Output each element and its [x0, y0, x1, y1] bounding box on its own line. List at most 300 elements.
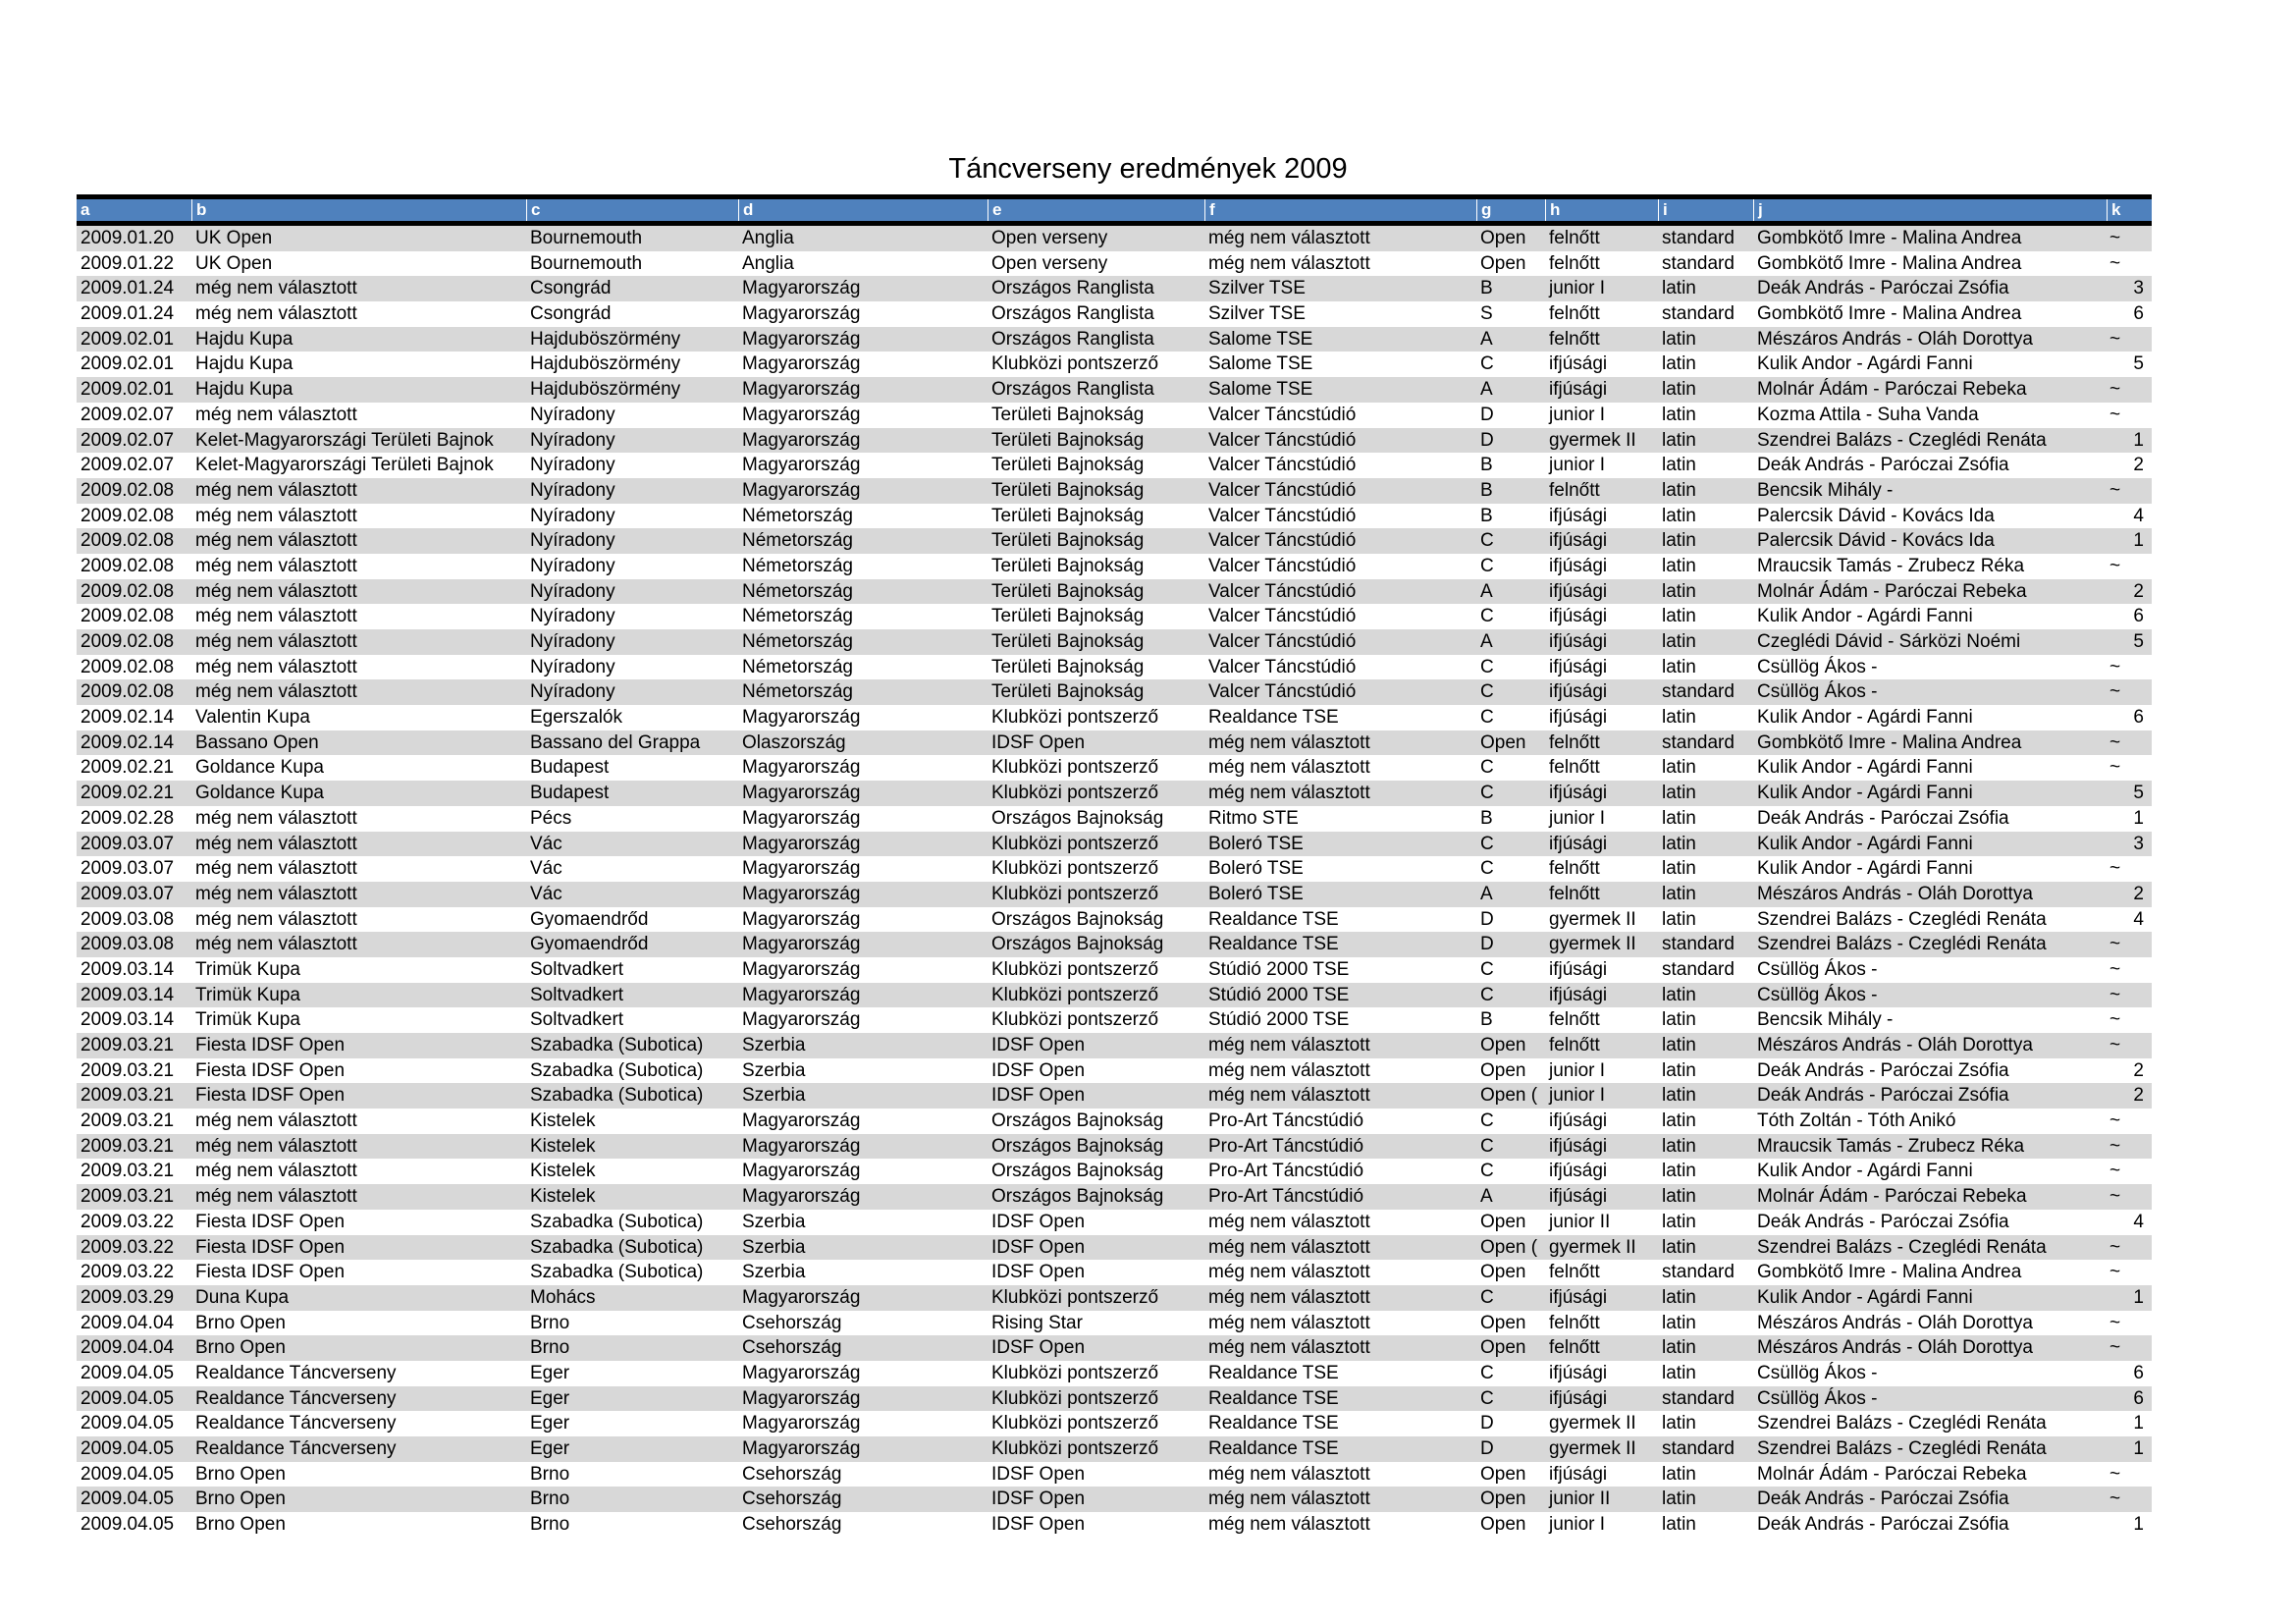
cell-a: 2009.03.21 — [80, 1186, 175, 1208]
cell-d: Magyarország — [742, 1135, 861, 1157]
cell-g: B — [1480, 1009, 1493, 1031]
cell-b: még nem választott — [195, 1161, 357, 1182]
cell-h: junior II — [1549, 1211, 1611, 1232]
cell-a: 2009.02.08 — [80, 479, 175, 501]
table-row — [77, 453, 2152, 478]
cell-k: ~ — [2109, 1110, 2121, 1132]
cell-h: junior I — [1549, 278, 1606, 299]
table-row — [77, 957, 2152, 983]
cell-g: B — [1480, 278, 1493, 299]
cell-j: Szendrei Balázs - Czeglédi Renáta — [1757, 908, 2047, 930]
cell-k: 6 — [2133, 707, 2144, 729]
cell-j: Deák András - Paróczai Zsófia — [1757, 1211, 2009, 1232]
cell-e: Országos Bajnokság — [991, 807, 1164, 829]
cell-e: Országos Ranglista — [991, 328, 1154, 350]
cell-b: Realdance Táncverseny — [195, 1438, 397, 1459]
cell-g: C — [1480, 858, 1494, 880]
cell-i: latin — [1662, 1110, 1696, 1132]
cell-e: Klubközi pontszerző — [991, 353, 1159, 375]
cell-k: 2 — [2133, 455, 2144, 476]
cell-e: Klubközi pontszerző — [991, 1009, 1159, 1031]
cell-h: gyermek II — [1549, 934, 1636, 955]
cell-c: Nyíradony — [530, 555, 615, 576]
cell-j: Bencsik Mihály - — [1757, 479, 1894, 501]
cell-k: ~ — [2109, 984, 2121, 1005]
cell-a: 2009.02.08 — [80, 606, 175, 627]
cell-e: IDSF Open — [991, 731, 1086, 753]
cell-c: Bassano del Grappa — [530, 731, 701, 753]
cell-g: Open — [1480, 228, 1526, 248]
table-row — [77, 781, 2152, 806]
cell-b: még nem választott — [195, 505, 357, 526]
cell-a: 2009.02.21 — [80, 757, 175, 779]
cell-g: Open — [1480, 1488, 1526, 1510]
table-row — [77, 1235, 2152, 1261]
cell-h: ifjúsági — [1549, 1362, 1608, 1383]
cell-g: Open — [1480, 252, 1526, 274]
cell-k: ~ — [2109, 328, 2121, 350]
cell-g: B — [1480, 455, 1493, 476]
cell-d: Magyarország — [742, 807, 861, 829]
cell-g: Open — [1480, 1337, 1526, 1359]
cell-c: Nyíradony — [530, 530, 615, 552]
cell-e: Területi Bajnokság — [991, 455, 1145, 476]
cell-e: Területi Bajnokság — [991, 656, 1145, 677]
cell-b: még nem választott — [195, 908, 357, 930]
table-row — [77, 428, 2152, 454]
cell-f: Valcer Táncstúdió — [1208, 530, 1357, 552]
cell-h: ifjúsági — [1549, 1110, 1608, 1132]
cell-e: IDSF Open — [991, 1211, 1086, 1232]
cell-c: Eger — [530, 1362, 570, 1383]
cell-h: felnőtt — [1549, 858, 1600, 880]
cell-a: 2009.03.21 — [80, 1135, 175, 1157]
table-row — [77, 983, 2152, 1008]
cell-d: Magyarország — [742, 958, 861, 980]
cell-c: Csongrád — [530, 303, 612, 325]
cell-h: felnőtt — [1549, 883, 1600, 904]
cell-a: 2009.03.21 — [80, 1085, 175, 1107]
cell-k: 5 — [2133, 353, 2144, 375]
cell-f: Szilver TSE — [1208, 278, 1306, 299]
cell-g: C — [1480, 606, 1494, 627]
cell-d: Magyarország — [742, 278, 861, 299]
cell-g: B — [1480, 479, 1493, 501]
cell-i: latin — [1662, 353, 1696, 375]
cell-h: ifjúsági — [1549, 1161, 1608, 1182]
cell-f: Valcer Táncstúdió — [1208, 429, 1357, 451]
table-row — [77, 528, 2152, 554]
cell-h: gyermek II — [1549, 908, 1636, 930]
cell-f: Boleró TSE — [1208, 883, 1304, 904]
cell-h: ifjúsági — [1549, 379, 1608, 401]
cell-c: Nyíradony — [530, 505, 615, 526]
cell-d: Olaszország — [742, 731, 846, 753]
cell-b: Trimük Kupa — [195, 984, 300, 1005]
cell-j: Mraucsik Tamás - Zrubecz Réka — [1757, 555, 2025, 576]
cell-h: ifjúsági — [1549, 833, 1608, 854]
cell-i: standard — [1662, 731, 1735, 753]
cell-g: S — [1480, 303, 1493, 325]
cell-a: 2009.04.05 — [80, 1438, 175, 1459]
cell-c: Vác — [530, 858, 562, 880]
cell-h: junior I — [1549, 1514, 1606, 1536]
cell-d: Németország — [742, 530, 853, 552]
cell-c: Nyíradony — [530, 656, 615, 677]
cell-f: Stúdió 2000 TSE — [1208, 958, 1350, 980]
cell-e: Területi Bajnokság — [991, 479, 1145, 501]
cell-i: latin — [1662, 606, 1696, 627]
cell-k: ~ — [2109, 252, 2121, 274]
cell-e: Országos Ranglista — [991, 379, 1154, 401]
cell-k: ~ — [2109, 681, 2121, 703]
cell-k: 1 — [2133, 530, 2144, 552]
table-row — [77, 1335, 2152, 1361]
cell-f: Pro-Art Táncstúdió — [1208, 1135, 1364, 1157]
cell-a: 2009.04.05 — [80, 1387, 175, 1409]
cell-g: C — [1480, 783, 1494, 804]
cell-c: Szabadka (Subotica) — [530, 1059, 704, 1081]
cell-b: Goldance Kupa — [195, 757, 324, 779]
cell-d: Szerbia — [742, 1211, 806, 1232]
cell-f: még nem választott — [1208, 731, 1370, 753]
cell-e: Területi Bajnokság — [991, 505, 1145, 526]
cell-c: Hajduböszörmény — [530, 328, 681, 350]
cell-c: Eger — [530, 1387, 570, 1409]
cell-h: junior I — [1549, 1085, 1606, 1107]
cell-c: Eger — [530, 1413, 570, 1434]
cell-h: ifjúsági — [1549, 631, 1608, 652]
cell-g: C — [1480, 656, 1494, 677]
cell-k: ~ — [2109, 479, 2121, 501]
cell-j: Kulik Andor - Agárdi Fanni — [1757, 1286, 1973, 1308]
cell-f: még nem választott — [1208, 1337, 1370, 1359]
table-row — [77, 1033, 2152, 1058]
cell-e: IDSF Open — [991, 1262, 1086, 1283]
cell-h: felnőtt — [1549, 328, 1600, 350]
cell-k: 6 — [2133, 1387, 2144, 1409]
cell-j: Gombkötő Imre - Malina Andrea — [1757, 303, 2022, 325]
cell-i: latin — [1662, 631, 1696, 652]
cell-j: Kulik Andor - Agárdi Fanni — [1757, 606, 1973, 627]
table-row — [77, 806, 2152, 832]
cell-j: Deák András - Paróczai Zsófia — [1757, 1514, 2009, 1536]
page-title: Táncverseny eredmények 2009 — [948, 153, 1348, 185]
cell-b: Fiesta IDSF Open — [195, 1262, 346, 1283]
cell-f: még nem választott — [1208, 1463, 1370, 1485]
cell-j: Kulik Andor - Agárdi Fanni — [1757, 757, 1973, 779]
cell-f: Realdance TSE — [1208, 1387, 1339, 1409]
cell-b: Fiesta IDSF Open — [195, 1035, 346, 1055]
cell-f: Realdance TSE — [1208, 934, 1339, 955]
cell-e: Országos Bajnokság — [991, 908, 1164, 930]
cell-f: Salome TSE — [1208, 328, 1313, 350]
cell-d: Magyarország — [742, 833, 861, 854]
column-header-c: c — [526, 199, 738, 221]
cell-a: 2009.03.21 — [80, 1161, 175, 1182]
cell-k: 1 — [2133, 1286, 2144, 1308]
table-row — [77, 226, 2152, 251]
cell-j: Mészáros András - Oláh Dorottya — [1757, 1035, 2033, 1055]
cell-f: Valcer Táncstúdió — [1208, 681, 1357, 703]
cell-e: Országos Bajnokság — [991, 1110, 1164, 1132]
cell-a: 2009.03.08 — [80, 908, 175, 930]
cell-j: Kulik Andor - Agárdi Fanni — [1757, 353, 1973, 375]
cell-a: 2009.01.24 — [80, 303, 175, 325]
cell-g: Open — [1480, 1312, 1526, 1333]
cell-c: Szabadka (Subotica) — [530, 1035, 704, 1055]
cell-f: Realdance TSE — [1208, 1362, 1339, 1383]
cell-k: 6 — [2133, 606, 2144, 627]
cell-a: 2009.03.29 — [80, 1286, 175, 1308]
cell-d: Magyarország — [742, 934, 861, 955]
cell-g: C — [1480, 1362, 1494, 1383]
cell-b: Brno Open — [195, 1312, 286, 1333]
cell-j: Csüllög Ákos - — [1757, 681, 1878, 703]
cell-e: Klubközi pontszerző — [991, 984, 1159, 1005]
cell-i: latin — [1662, 1135, 1696, 1157]
cell-g: Open — [1480, 1514, 1526, 1536]
cell-i: latin — [1662, 984, 1696, 1005]
cell-f: Realdance TSE — [1208, 707, 1339, 729]
cell-g: Open — [1480, 1035, 1526, 1055]
cell-f: Valcer Táncstúdió — [1208, 505, 1357, 526]
cell-k: 2 — [2133, 1085, 2144, 1107]
cell-g: C — [1480, 1135, 1494, 1157]
cell-c: Nyíradony — [530, 631, 615, 652]
cell-j: Csüllög Ákos - — [1757, 984, 1878, 1005]
cell-a: 2009.03.07 — [80, 858, 175, 880]
cell-a: 2009.03.22 — [80, 1262, 175, 1283]
column-header-f: f — [1204, 199, 1476, 221]
cell-h: felnőtt — [1549, 1337, 1600, 1359]
cell-g: C — [1480, 1387, 1494, 1409]
cell-j: Csüllög Ákos - — [1757, 656, 1878, 677]
cell-k: 3 — [2133, 833, 2144, 854]
cell-i: latin — [1662, 1009, 1696, 1031]
cell-b: még nem választott — [195, 883, 357, 904]
column-header-h: h — [1545, 199, 1658, 221]
cell-g: D — [1480, 934, 1494, 955]
cell-f: Realdance TSE — [1208, 1413, 1339, 1434]
table-row — [77, 554, 2152, 579]
cell-i: latin — [1662, 1035, 1696, 1055]
cell-h: ifjúsági — [1549, 505, 1608, 526]
cell-a: 2009.03.08 — [80, 934, 175, 955]
table-row — [77, 1512, 2152, 1538]
cell-c: Nyíradony — [530, 479, 615, 501]
cell-h: felnőtt — [1549, 303, 1600, 325]
cell-a: 2009.02.07 — [80, 455, 175, 476]
table-row — [77, 679, 2152, 705]
cell-f: Salome TSE — [1208, 353, 1313, 375]
cell-d: Magyarország — [742, 1161, 861, 1182]
cell-i: latin — [1662, 833, 1696, 854]
cell-f: még nem választott — [1208, 1286, 1370, 1308]
cell-g: B — [1480, 807, 1493, 829]
cell-i: latin — [1662, 1312, 1696, 1333]
cell-j: Mészáros András - Oláh Dorottya — [1757, 1337, 2033, 1359]
cell-c: Brno — [530, 1312, 570, 1333]
cell-g: Open ( — [1480, 1236, 1538, 1258]
cell-h: felnőtt — [1549, 1009, 1600, 1031]
cell-c: Kistelek — [530, 1186, 596, 1208]
cell-e: Klubközi pontszerző — [991, 1438, 1159, 1459]
cell-g: A — [1480, 1186, 1493, 1208]
cell-e: Országos Bajnokság — [991, 1186, 1164, 1208]
cell-b: Goldance Kupa — [195, 783, 324, 804]
cell-k: 1 — [2133, 429, 2144, 451]
cell-h: felnőtt — [1549, 1035, 1600, 1055]
cell-e: IDSF Open — [991, 1236, 1086, 1258]
cell-d: Németország — [742, 555, 853, 576]
cell-i: latin — [1662, 379, 1696, 401]
cell-i: latin — [1662, 530, 1696, 552]
table-row — [77, 1134, 2152, 1160]
cell-d: Németország — [742, 505, 853, 526]
cell-a: 2009.02.28 — [80, 807, 175, 829]
cell-b: még nem választott — [195, 479, 357, 501]
cell-e: Országos Bajnokság — [991, 1135, 1164, 1157]
cell-i: standard — [1662, 934, 1735, 955]
cell-e: IDSF Open — [991, 1463, 1086, 1485]
cell-k: 1 — [2133, 1413, 2144, 1434]
table-row — [77, 327, 2152, 352]
cell-i: latin — [1662, 656, 1696, 677]
table-row — [77, 377, 2152, 403]
cell-d: Magyarország — [742, 379, 861, 401]
cell-i: latin — [1662, 505, 1696, 526]
cell-e: Területi Bajnokság — [991, 631, 1145, 652]
cell-f: Realdance TSE — [1208, 908, 1339, 930]
cell-b: Trimük Kupa — [195, 1009, 300, 1031]
cell-a: 2009.04.05 — [80, 1463, 175, 1485]
table-row — [77, 276, 2152, 301]
table-row — [77, 604, 2152, 629]
cell-h: ifjúsági — [1549, 681, 1608, 703]
cell-h: felnőtt — [1549, 252, 1600, 274]
cell-a: 2009.02.08 — [80, 631, 175, 652]
cell-j: Kulik Andor - Agárdi Fanni — [1757, 833, 1973, 854]
cell-i: latin — [1662, 278, 1696, 299]
cell-k: ~ — [2109, 757, 2121, 779]
cell-c: Soltvadkert — [530, 984, 624, 1005]
cell-b: Fiesta IDSF Open — [195, 1236, 346, 1258]
cell-k: ~ — [2109, 1488, 2121, 1510]
cell-b: Kelet-Magyarországi Területi Bajnok — [195, 455, 494, 476]
cell-a: 2009.03.14 — [80, 1009, 175, 1031]
cell-a: 2009.02.08 — [80, 681, 175, 703]
cell-j: Tóth Zoltán - Tóth Anikó — [1757, 1110, 1956, 1132]
cell-d: Magyarország — [742, 303, 861, 325]
cell-j: Kulik Andor - Agárdi Fanni — [1757, 783, 1973, 804]
cell-g: C — [1480, 1286, 1494, 1308]
cell-c: Szabadka (Subotica) — [530, 1262, 704, 1283]
cell-g: D — [1480, 429, 1494, 451]
column-header-k: k — [2107, 199, 2152, 221]
cell-c: Szabadka (Subotica) — [530, 1236, 704, 1258]
cell-b: Kelet-Magyarországi Területi Bajnok — [195, 429, 494, 451]
cell-d: Magyarország — [742, 757, 861, 779]
cell-d: Anglia — [742, 228, 794, 248]
cell-d: Magyarország — [742, 908, 861, 930]
cell-a: 2009.03.21 — [80, 1035, 175, 1055]
cell-h: ifjúsági — [1549, 984, 1608, 1005]
cell-c: Pécs — [530, 807, 572, 829]
cell-k: ~ — [2109, 379, 2121, 401]
cell-k: ~ — [2109, 958, 2121, 980]
cell-e: Klubközi pontszerző — [991, 1413, 1159, 1434]
cell-d: Magyarország — [742, 404, 861, 425]
cell-d: Magyarország — [742, 1413, 861, 1434]
cell-h: ifjúsági — [1549, 1186, 1608, 1208]
cell-e: Klubközi pontszerző — [991, 757, 1159, 779]
cell-d: Németország — [742, 656, 853, 677]
cell-c: Nyíradony — [530, 455, 615, 476]
cell-i: latin — [1662, 783, 1696, 804]
cell-e: Klubközi pontszerző — [991, 1362, 1159, 1383]
cell-k: ~ — [2109, 1135, 2121, 1157]
cell-h: gyermek II — [1549, 1438, 1636, 1459]
cell-a: 2009.01.22 — [80, 252, 175, 274]
cell-j: Kulik Andor - Agárdi Fanni — [1757, 707, 1973, 729]
cell-a: 2009.02.08 — [80, 505, 175, 526]
column-header-g: g — [1476, 199, 1545, 221]
cell-k: 4 — [2133, 908, 2144, 930]
cell-b: még nem választott — [195, 1135, 357, 1157]
cell-k: 5 — [2133, 783, 2144, 804]
table-row — [77, 1386, 2152, 1412]
cell-c: Nyíradony — [530, 606, 615, 627]
cell-c: Gyomaendrőd — [530, 908, 649, 930]
cell-g: D — [1480, 908, 1494, 930]
cell-d: Magyarország — [742, 858, 861, 880]
cell-j: Molnár Ádám - Paróczai Rebeka — [1757, 1463, 2027, 1485]
cell-i: latin — [1662, 1085, 1696, 1107]
cell-d: Magyarország — [742, 328, 861, 350]
cell-g: Open — [1480, 1211, 1526, 1232]
cell-i: latin — [1662, 807, 1696, 829]
cell-i: latin — [1662, 883, 1696, 904]
cell-d: Szerbia — [742, 1085, 806, 1107]
cell-k: ~ — [2109, 1262, 2121, 1283]
cell-i: latin — [1662, 1286, 1696, 1308]
table-row — [77, 629, 2152, 655]
cell-k: 1 — [2133, 1438, 2144, 1459]
cell-g: Open — [1480, 1059, 1526, 1081]
cell-e: Országos Bajnokság — [991, 1161, 1164, 1182]
cell-j: Molnár Ádám - Paróczai Rebeka — [1757, 580, 2027, 602]
cell-a: 2009.02.08 — [80, 530, 175, 552]
cell-k: 2 — [2133, 580, 2144, 602]
table-row — [77, 856, 2152, 882]
cell-e: Területi Bajnokság — [991, 530, 1145, 552]
table-row — [77, 1260, 2152, 1285]
cell-e: Területi Bajnokság — [991, 555, 1145, 576]
cell-b: még nem választott — [195, 631, 357, 652]
cell-j: Szendrei Balázs - Czeglédi Renáta — [1757, 1236, 2047, 1258]
cell-k: 3 — [2133, 278, 2144, 299]
cell-e: Klubközi pontszerző — [991, 958, 1159, 980]
cell-i: standard — [1662, 1438, 1735, 1459]
cell-a: 2009.02.07 — [80, 404, 175, 425]
cell-b: Realdance Táncverseny — [195, 1387, 397, 1409]
cell-h: junior I — [1549, 1059, 1606, 1081]
cell-e: Klubközi pontszerző — [991, 1387, 1159, 1409]
cell-d: Németország — [742, 631, 853, 652]
cell-d: Magyarország — [742, 429, 861, 451]
cell-a: 2009.01.20 — [80, 228, 175, 248]
